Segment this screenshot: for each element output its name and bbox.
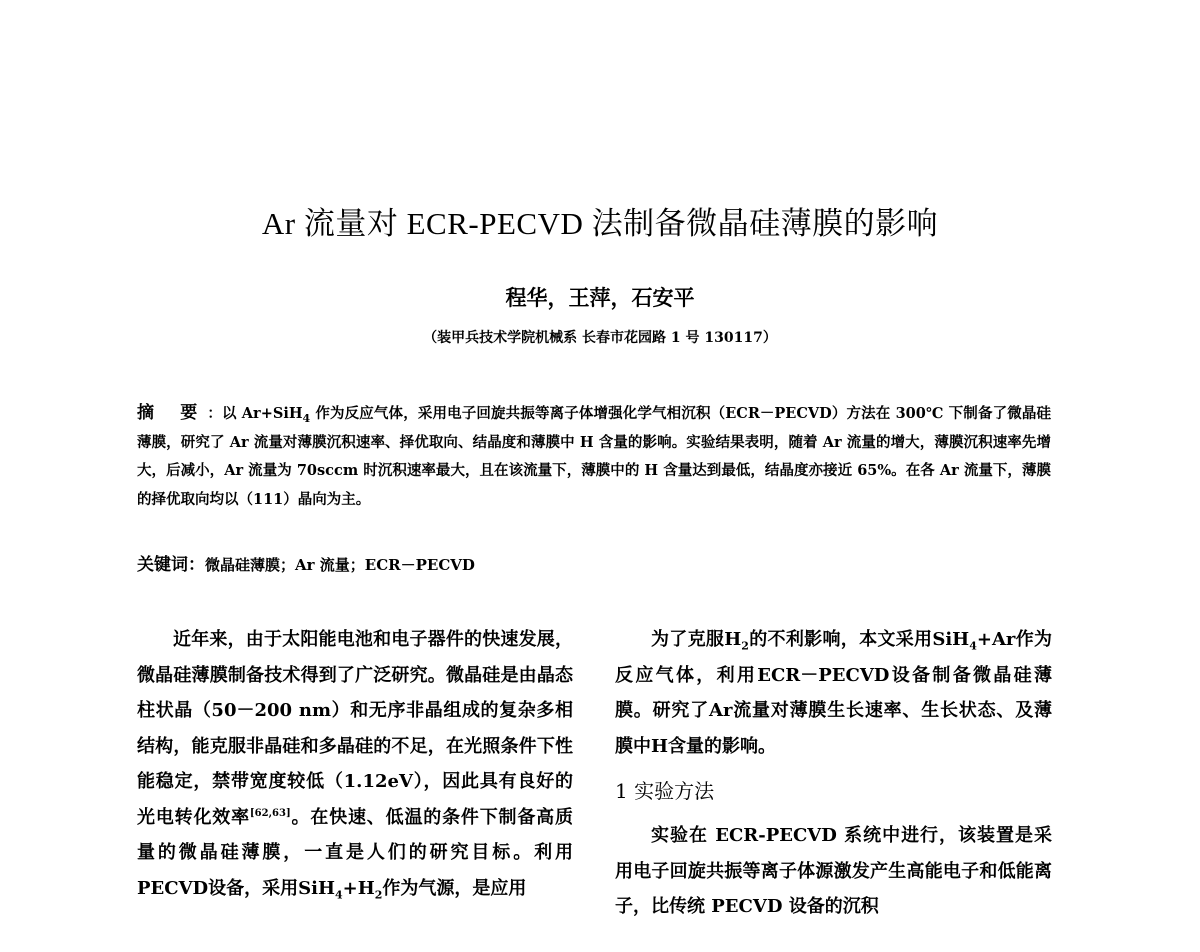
paper-authors: 程华，王萍，石安平: [505, 285, 695, 310]
intro-paragraph: [137, 622, 573, 906]
purpose-subscript-1: 2: [741, 639, 749, 653]
right-column: [615, 622, 1052, 925]
abstract-text-1: ：以 Ar+SiH: [207, 405, 303, 422]
abstract-text-2: 作为反应气体，采用电子回旋共振等离子体增强化学气相沉积（ECR－PECVD）方法在 300℃ 下制备了微晶硅薄膜，研究了 Ar 流量对薄膜沉积速率、择优取向、结晶度和薄膜中 H 含量的影响。实验结果表明，随着 Ar 流量的增大，薄膜沉积速率先增大，后减小，Ar 流量为 70sccm 时沉积速率最大，且在该流量下，薄膜中的 H 含量达到最低，结晶度亦接近 65%。在各 Ar 流量下，薄膜的择优取向均以（111）晶向为主。: [137, 405, 1051, 508]
abstract-subscript: 4: [302, 411, 311, 425]
abstract-label: 摘 要: [137, 403, 208, 423]
purpose-text-a: 为了克服H: [651, 629, 742, 650]
keywords-label: 关键词：: [137, 555, 205, 575]
intro-text-b: 。在快速、低温的条件下制备高质量的微晶硅薄膜，一直是人们的研究目标。利用 PECVD设备，采用SiH: [137, 806, 574, 899]
purpose-text-b: 的不利影响，本文采用SiH: [748, 629, 970, 650]
keywords: [137, 551, 1051, 579]
section-heading-methods: 1 实验方法: [615, 779, 715, 803]
left-column: [137, 622, 573, 906]
paper-affiliation: （装甲兵技术学院机械系 长春市花园路 1 号 130117）: [423, 330, 777, 346]
purpose-text-c: +Ar作为反应气体，利用ECR－PECVD设备制备微晶硅薄膜。研究了Ar流量对薄膜生长速率、生长状态、及薄膜中H含量的影响。: [615, 629, 1053, 757]
keywords-text: 微晶硅薄膜；Ar 流量；ECR－PECVD: [205, 556, 475, 574]
methods-paragraph: 实验在 ECR-PECVD 系统中进行，该装置是采用电子回旋共振等离子体源激发产生高能电子和低能离子，比传统 PECVD 设备的沉积: [615, 825, 1052, 917]
paper-title: Ar 流量对 ECR-PECVD 法制备微晶硅薄膜的影响: [261, 206, 939, 241]
abstract: [137, 399, 1051, 514]
intro-subscript-1: 4: [335, 888, 343, 902]
intro-text-a: 近年来，由于太阳能电池和电子器件的快速发展，微晶硅薄膜制备技术得到了广泛研究。微晶硅是由晶态柱状晶（50－200 nm）和无序非晶组成的复杂多相结构，能克服非晶硅和多晶硅的不足，在光照条件下性能稳定，禁带宽度较低（1.12eV），因此具有良好的光电转化效率: [137, 629, 573, 828]
intro-text-c: +H: [342, 877, 375, 899]
citation: [62,63]: [249, 807, 291, 819]
purpose-paragraph: [615, 622, 1052, 764]
purpose-subscript-2: 4: [969, 639, 977, 653]
intro-subscript-2: 2: [374, 888, 383, 902]
intro-text-d: 作为气源，是应用: [382, 877, 527, 899]
